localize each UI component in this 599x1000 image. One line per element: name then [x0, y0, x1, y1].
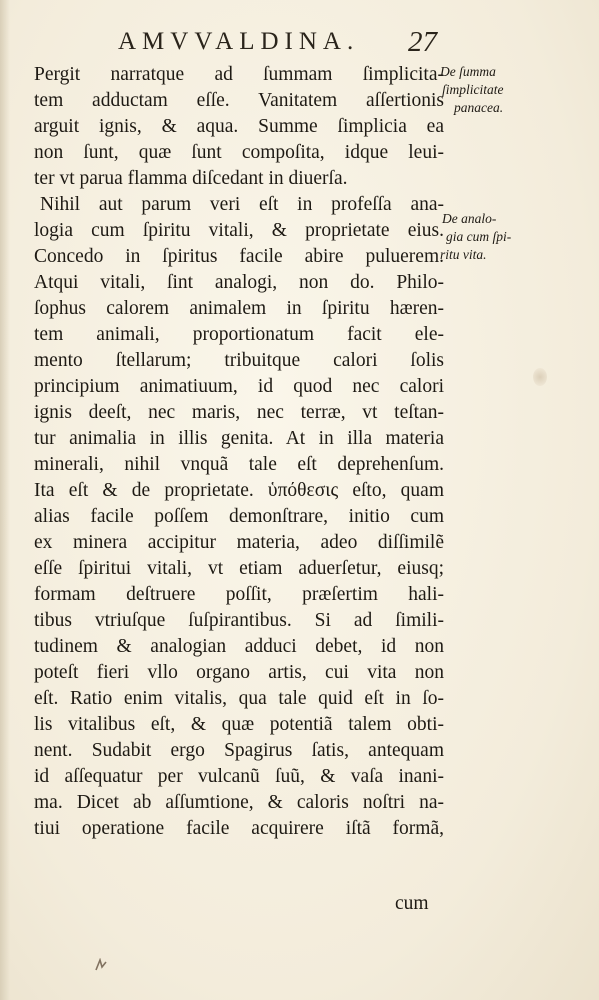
text-line: tiui operatione facile acquirere iſtã formã, — [34, 818, 444, 839]
text-line: Atqui vitali, ſint analogi, non do. Philo- — [34, 272, 444, 293]
marginal-note-line: De ſumma — [440, 64, 496, 79]
ink-mark-icon — [94, 958, 108, 972]
text-line: tibus vtriuſque ſuſpirantibus. Si ad ſimili- — [34, 610, 444, 631]
marginal-note-line: ritu vita. — [440, 247, 487, 262]
marginal-note-line: gia cum ſpi- — [446, 229, 512, 244]
text-line: arguit ignis, & aqua. Summe ſimplicia ea — [34, 116, 444, 137]
text-line: ignis deeſt, nec maris, nec terræ, vt teſtan- — [34, 402, 444, 423]
marginal-note-analogy — [440, 210, 590, 264]
marginal-note-simplicity — [440, 63, 590, 117]
text-line: non ſunt, quæ ſunt compoſita, idque leui- — [34, 142, 444, 163]
marginal-note-line: De analo- — [442, 211, 497, 226]
text-line: tem animali, proportionatum facit ele- — [34, 324, 444, 345]
text-line: ter vt parua flamma diſcedant in diuerſa. — [34, 168, 348, 189]
running-head: AMVVALDINA. — [118, 28, 360, 55]
text-line: tur animalia in illis genita. At in illa materia — [34, 428, 444, 449]
text-line: tem adductam eſſe. Vanitatem aſſertionis — [34, 90, 444, 111]
text-line: Concedo in ſpiritus facile abire puluerem. — [34, 246, 444, 267]
text-line: id aſſequatur per vulcanũ ſuũ, & vaſa inani- — [34, 766, 444, 787]
page-gutter-shadow — [0, 0, 10, 1000]
text-line: ſophus calorem animalem in ſpiritu hæren- — [34, 298, 444, 319]
text-line: eſſe ſpiritui vitali, vt etiam aduerſetur, eiusq; — [34, 558, 444, 579]
catchword: cum — [395, 893, 429, 914]
text-line: nent. Sudabit ergo Spagirus ſatis, antequam — [34, 740, 444, 761]
signature-mark — [94, 958, 108, 977]
text-line: Ita eſt & de proprietate. ὑπόθεσις eſto, quam — [34, 480, 444, 501]
main-text-block — [34, 62, 444, 842]
page-header — [0, 26, 599, 66]
text-line: ex minera accipitur materia, adeo diſſimilẽ — [34, 532, 444, 553]
marginal-note-line: panacea. — [454, 100, 504, 115]
text-line: alias facile poſſem demonſtrare, initio cum — [34, 506, 444, 527]
text-line: Nihil aut parum veri eſt in profeſſa ana- — [40, 194, 444, 215]
text-line: mento ſtellarum; tribuitque calori ſolis — [34, 350, 444, 371]
text-line: formam deſtruere poſſit, præſertim hali- — [34, 584, 444, 605]
text-line: principium animatiuum, id quod nec calori — [34, 376, 444, 397]
page-number: 27 — [408, 26, 437, 58]
paper-stain — [533, 368, 547, 386]
text-line: minerali, nihil vnquã tale eſt deprehenſum. — [34, 454, 444, 475]
text-line: poteſt fieri vllo organo artis, cui vita non — [34, 662, 444, 683]
text-line: tudinem & analogian adduci debet, id non — [34, 636, 444, 657]
text-line: logia cum ſpiritu vitali, & proprietate eius. — [34, 220, 444, 241]
text-line: eſt. Ratio enim vitalis, qua tale quid eſt in ſo- — [34, 688, 444, 709]
text-line: Pergit narratque ad ſummam ſimplicita- — [34, 64, 444, 85]
text-line: lis vitalibus eſt, & quæ potentiã talem obti- — [34, 714, 444, 735]
text-line: ma. Dicet ab aſſumtione, & caloris noſtri na- — [34, 792, 444, 813]
marginal-note-line: ſimplicitate — [442, 82, 504, 97]
